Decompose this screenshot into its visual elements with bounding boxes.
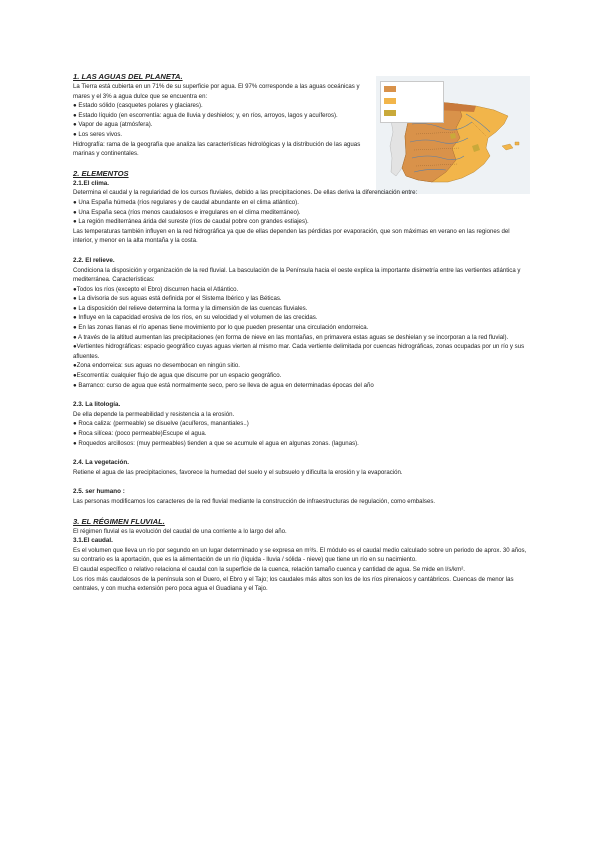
paragraph: De ella depende la permeabilidad y resistencia a la erosión. <box>73 410 235 418</box>
section-title: 3. EL RÉGIMEN FLUVIAL. <box>73 516 165 526</box>
list-item: ●Escorrentía: cualquier flujo de agua que discurre por un espacio geográfico. <box>73 372 282 380</box>
paragraph: Condiciona la disposición y organización de la red fluvial. La basculación de la Península hacia el oeste explica la importante disimetría entre las vertientes atlántica y mediterránea. Características: <box>73 266 521 284</box>
paragraph: El régimen fluvial es la evolución del caudal de una corriente a lo largo del año. <box>73 527 287 535</box>
list-item: ● La disposición del relieve determina la forma y la dimensión de las cuencas fluviales. <box>73 304 308 312</box>
list-item: ● Roca silícea: (poco permeable)Escupe el agua. <box>73 430 207 437</box>
section-1-text <box>73 82 373 159</box>
section-title: 2. ELEMENTOS <box>73 168 129 178</box>
document-body <box>73 72 529 594</box>
list-item: ●Todos los ríos (excepto el Ebro) discurren hacia el Atlántico. <box>73 285 239 293</box>
paragraph: Retiene el agua de las precipitaciones, favorece la humedad del suelo y el subsuelo y dificulta la erosión y la evaporación. <box>73 468 403 476</box>
subsection-title: 2.2. El relieve. <box>73 256 115 264</box>
paragraph: Los ríos más caudalosos de la península son el Duero, el Ebro y el Tajo; los caudales más altos son los de los ríos pirenaicos y cantábricos. Cuencas de menor las centrales, y con mucha extensión pero poca agua el Guadiana y el Tajo. <box>73 575 514 593</box>
paragraph: Las personas modificamos los caracteres de la red fluvial mediante la construcción de infraestructuras de regulación, como embalses. <box>73 497 436 505</box>
list-item: ● Vapor de agua (atmósfera). <box>73 121 153 129</box>
subsection-title: 3.1.El caudal. <box>73 537 113 545</box>
subsection-title: 2.5. ser humano : <box>73 488 125 496</box>
list-item: ● Barranco: curso de agua que está normalmente seco, pero se lleva de agua en determinadas épocas del año <box>73 381 374 389</box>
paragraph: Las temperaturas también influyen en la red hidrográfica ya que de ellas dependen las pérdidas por evaporación, que son máximas en verano en las regiones del interior, y menor en la alta montaña y la costa. <box>73 227 510 245</box>
list-item: ● Estado sólido (casquetes polares y glaciares). <box>73 102 203 110</box>
list-item: ●Zona endorreica: sus aguas no desembocan en ningún sitio. <box>73 362 240 370</box>
section-title: 1. LAS AGUAS DEL PLANETA. <box>73 72 183 81</box>
subsection-title: 2.3. La litología. <box>73 401 121 409</box>
paragraph: El caudal específico o relativo relaciona el caudal con la superficie de la cuenca, relación tamaño cuenca y cantidad de agua. Se mide en l/s/km². <box>73 565 465 573</box>
list-item: ● A través de la altitud aumentan las precipitaciones (en forma de nieve en las montañas, en primavera estas aguas se deshielan y se incorporan a la red fluvial). <box>73 333 509 341</box>
list-item: ●Vertientes hidrográficas: espacio geográfico cuyas aguas vierten al mismo mar. Cada vertiente delimitada por cuencas hidrográficas, zonas ocupadas por un río y sus afluentes. <box>73 343 525 360</box>
subsection-title: 2.1.El clima. <box>73 179 110 187</box>
list-item: ● Estado líquido (en escorrentía: agua de lluvia y deshielos; y, en ríos, arroyos, lagos y acuíferos). <box>73 111 338 119</box>
list-item: ● Influye en la capacidad erosiva de los ríos, en su velocidad y el volumen de las crecidas. <box>73 314 318 322</box>
paragraph: Hidrografía: rama de la geografía que analiza las características hidrológicas y la distribución de las aguas marinas y continentales. <box>73 140 361 158</box>
list-item: ● Los seres vivos. <box>73 130 123 138</box>
list-item: ● Una España húmeda (ríos regulares y de caudal abundante en el clima atlántico). <box>73 198 299 206</box>
subsection-title: 2.4. La vegetación. <box>73 459 129 467</box>
list-item: ● Una España seca (ríos menos caudalosos e irregulares en el clima mediterráneo). <box>73 208 301 216</box>
list-item: ● Roca caliza: (permeable) se disuelve (acuíferos, manantiales..) <box>73 420 249 428</box>
paragraph: Es el volumen que lleva un río por segundo en un lugar determinado y se expresa en m³/s. El módulo es el caudal medio calculado sobre un periodo de aprox. 30 años, su contrario es la aportación, que es la alimentación de un río (líquida - lluvia / sólida - nieve) que tiene un río en su nacimiento. <box>73 546 527 564</box>
paragraph: La Tierra está cubierta en un 71% de su superficie por agua. El 97% corresponde a las aguas oceánicas y mares y el 3% a agua dulce que se encuentra en: <box>73 83 360 100</box>
paragraph: Determina el caudal y la regularidad de los cursos fluviales, debido a las precipitaciones. De ellas deriva la diferenciación entre: <box>73 189 418 197</box>
list-item: ● La divisoria de sus aguas está definida por el Sistema Ibérico y las Béticas. <box>73 295 282 303</box>
list-item: ● Roquedos arcillosos: (muy permeables) tienden a que se acumule el agua en algunas zonas. (lagunas). <box>73 439 359 447</box>
list-item: ● En las zonas llanas el río apenas tiene movimiento por lo que pueden presentar una circulación endorreica. <box>73 324 369 332</box>
list-item: ● La región mediterránea árida del sureste (ríos de caudal pobre con grandes estiajes). <box>73 218 309 226</box>
